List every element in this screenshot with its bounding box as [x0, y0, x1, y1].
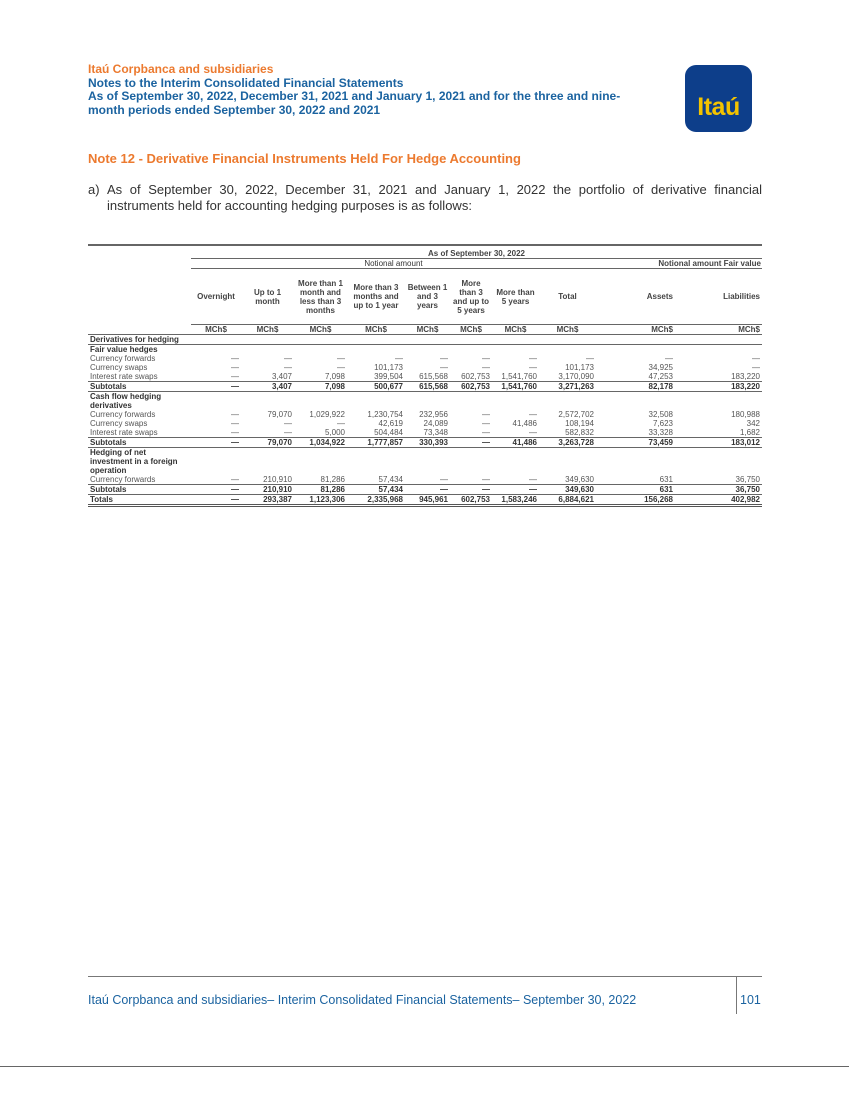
- row-value: 79,070: [241, 438, 294, 448]
- row-value: —: [440, 354, 448, 363]
- row-value: —: [482, 410, 490, 419]
- unit-cell: MCh$: [596, 325, 681, 335]
- hedge-table-grid: [88, 244, 762, 507]
- row-value: —: [231, 372, 239, 381]
- row-value: 101,173: [565, 363, 594, 372]
- header-line-2: As of September 30, 2022, December 31, 2021 and January 1, 2021 and for the three and nine-: [88, 89, 621, 103]
- row-value: —: [482, 419, 490, 428]
- row-value: —: [231, 475, 239, 484]
- row-value: —: [231, 428, 239, 437]
- unit-cell: MCh$: [191, 325, 241, 335]
- row-value: 232,956: [419, 410, 448, 419]
- col-more-than-5-years: More than 5 years: [496, 287, 535, 306]
- row-value: 101,173: [374, 363, 403, 372]
- row-value: —: [450, 485, 492, 495]
- header-line-1: Notes to the Interim Consolidated Financial Statements: [88, 75, 404, 90]
- row-value: 41,486: [492, 438, 539, 448]
- row-value: 33,328: [648, 428, 673, 437]
- row-value: 615,568: [419, 372, 448, 381]
- subtotal-row: [88, 438, 762, 448]
- intro-marker: a): [88, 182, 100, 197]
- row-value: 1,029,922: [309, 410, 345, 419]
- intro-paragraph: [88, 182, 762, 214]
- row-value: 73,459: [596, 438, 681, 448]
- intro-text: As of September 30, 2022, December 31, 2021 and January 1, 2022 the portfolio of derivative financial instruments held for accounting hedging purposes is as follows:: [107, 182, 762, 213]
- row-value: 945,961: [405, 495, 450, 506]
- row-value: —: [492, 485, 539, 495]
- row-value: 342: [746, 419, 760, 428]
- document-header: [88, 63, 668, 117]
- row-value: 602,753: [450, 382, 492, 392]
- row-value: 631: [659, 475, 673, 484]
- row-value: 34,925: [648, 363, 673, 372]
- row-value: —: [529, 475, 537, 484]
- table-row: [88, 354, 762, 363]
- row-label: Currency swaps: [90, 363, 148, 372]
- row-value: 81,286: [320, 475, 345, 484]
- unit-cell: MCh$: [294, 325, 347, 335]
- footer-separator: [736, 976, 737, 1014]
- col-1-to-3-months: More than 1 month and less than 3 months: [298, 278, 343, 315]
- table-row: [88, 475, 762, 485]
- row-value: 183,220: [731, 372, 760, 381]
- note-title: Note 12 - Derivative Financial Instruments Held For Hedge Accounting: [88, 151, 521, 166]
- totals-row: [88, 495, 762, 506]
- row-value: 183,220: [681, 382, 762, 392]
- row-value: 57,434: [347, 485, 405, 495]
- row-value: 36,750: [735, 475, 760, 484]
- row-value: 183,012: [681, 438, 762, 448]
- row-label: Currency swaps: [90, 419, 148, 428]
- row-value: —: [482, 354, 490, 363]
- row-value: —: [529, 363, 537, 372]
- row-value: 3,263,728: [539, 438, 596, 448]
- row-value: 1,777,857: [347, 438, 405, 448]
- row-value: —: [231, 354, 239, 363]
- group-notional: Notional amount: [191, 259, 596, 269]
- section-net-investment-hedges: Hedging of net investment in a foreign operation: [90, 448, 178, 475]
- row-value: 330,393: [405, 438, 450, 448]
- col-overnight: Overnight: [197, 292, 235, 301]
- row-label: Currency forwards: [90, 410, 156, 419]
- row-value: 631: [596, 485, 681, 495]
- row-value: 1,682: [739, 428, 760, 437]
- row-value: —: [665, 354, 673, 363]
- row-value: —: [482, 475, 490, 484]
- row-value: 615,568: [405, 382, 450, 392]
- row-value: —: [337, 363, 345, 372]
- row-value: —: [231, 419, 239, 428]
- unit-cell: MCh$: [450, 325, 492, 335]
- row-value: —: [231, 410, 239, 419]
- row-value: 1,034,922: [294, 438, 347, 448]
- row-value: 1,230,754: [367, 410, 403, 419]
- row-value: —: [440, 363, 448, 372]
- row-value: 1,541,760: [492, 382, 539, 392]
- row-value: 210,910: [263, 475, 292, 484]
- row-value: 349,630: [539, 485, 596, 495]
- row-value: 1,123,306: [294, 495, 347, 506]
- row-value: —: [482, 428, 490, 437]
- row-value: 500,677: [347, 382, 405, 392]
- col-3-months-to-1-year: More than 3 months and up to 1 year: [353, 283, 399, 310]
- row-value: —: [752, 354, 760, 363]
- row-value: 24,089: [423, 419, 448, 428]
- row-label: Subtotals: [88, 382, 191, 392]
- row-value: —: [450, 438, 492, 448]
- row-label: Currency forwards: [90, 475, 156, 484]
- row-value: 3,170,090: [558, 372, 594, 381]
- row-value: —: [482, 363, 490, 372]
- page-bottom-rule: [0, 1066, 849, 1067]
- unit-cell: MCh$: [241, 325, 294, 335]
- row-value: —: [440, 475, 448, 484]
- row-value: 57,434: [378, 475, 403, 484]
- table-row: [88, 372, 762, 382]
- row-value: 180,988: [731, 410, 760, 419]
- row-value: —: [337, 419, 345, 428]
- row-value: 82,178: [596, 382, 681, 392]
- hedge-table: [88, 244, 762, 507]
- row-value: 156,268: [596, 495, 681, 506]
- row-value: —: [231, 363, 239, 372]
- subtotal-row: [88, 382, 762, 392]
- row-value: 36,750: [681, 485, 762, 495]
- row-value: 32,508: [648, 410, 673, 419]
- table-row: [88, 363, 762, 372]
- row-value: 1,583,246: [492, 495, 539, 506]
- unit-cell: MCh$: [405, 325, 450, 335]
- unit-cell: MCh$: [681, 325, 762, 335]
- row-value: 210,910: [241, 485, 294, 495]
- row-value: —: [191, 495, 241, 506]
- table-row: [88, 428, 762, 438]
- row-value: 7,098: [324, 372, 345, 381]
- row-value: 582,832: [565, 428, 594, 437]
- row-value: —: [191, 438, 241, 448]
- row-value: —: [284, 363, 292, 372]
- row-value: —: [529, 428, 537, 437]
- row-value: 108,194: [565, 419, 594, 428]
- row-value: 3,407: [271, 372, 292, 381]
- row-label: Subtotals: [88, 438, 191, 448]
- row-value: 81,286: [294, 485, 347, 495]
- row-value: 73,348: [423, 428, 448, 437]
- logo-text: Itaú: [697, 93, 740, 121]
- row-value: 399,504: [374, 372, 403, 381]
- table-row: [88, 410, 762, 419]
- table-row: [88, 419, 762, 428]
- row-value: 3,407: [241, 382, 294, 392]
- row-label: Interest rate swaps: [90, 372, 158, 381]
- row-value: 602,753: [450, 495, 492, 506]
- itau-logo: [685, 65, 752, 132]
- section-fair-value-hedges: Fair value hedges: [88, 345, 191, 355]
- row-value: 41,486: [512, 419, 537, 428]
- row-value: 2,572,702: [558, 410, 594, 419]
- unit-row: [88, 325, 762, 335]
- header-line-3: month periods ended September 30, 2022 and 2021: [88, 102, 381, 117]
- row-value: 602,753: [461, 372, 490, 381]
- row-value: —: [191, 485, 241, 495]
- row-value: —: [529, 410, 537, 419]
- unit-cell: MCh$: [539, 325, 596, 335]
- row-value: —: [284, 428, 292, 437]
- col-3-to-5-years: More than 3 and up to 5 years: [453, 278, 489, 315]
- row-value: 47,253: [648, 372, 673, 381]
- group-fair-value: Notional amount Fair value: [596, 259, 762, 269]
- row-value: 2,335,968: [347, 495, 405, 506]
- unit-cell: MCh$: [492, 325, 539, 335]
- row-value: 1,541,760: [501, 372, 537, 381]
- row-value: 349,630: [565, 475, 594, 484]
- col-liabilities: Liabilities: [723, 292, 760, 301]
- row-label: Totals: [88, 495, 191, 506]
- row-value: —: [529, 354, 537, 363]
- page-number: 101: [740, 993, 761, 1007]
- unit-cell: MCh$: [347, 325, 405, 335]
- section-cash-flow-hedges: Cash flow hedging derivatives: [90, 392, 162, 410]
- row-label: Currency forwards: [90, 354, 156, 363]
- row-value: 79,070: [267, 410, 292, 419]
- row-value: —: [284, 354, 292, 363]
- row-value: 42,619: [378, 419, 403, 428]
- col-up-to-1-month: Up to 1 month: [253, 287, 282, 306]
- col-assets: Assets: [646, 292, 673, 301]
- row-value: 293,387: [241, 495, 294, 506]
- footer-text: Itaú Corpbanca and subsidiaries– Interim Consolidated Financial Statements– September 30, 2022: [88, 993, 637, 1007]
- subtotal-row: [88, 485, 762, 495]
- row-value: 6,884,621: [539, 495, 596, 506]
- row-value: 7,098: [294, 382, 347, 392]
- row-value: 3,271,263: [539, 382, 596, 392]
- section-derivatives-for-hedging: Derivatives for hedging: [88, 335, 191, 345]
- company-name: Itaú Corpbanca and subsidiaries: [88, 62, 274, 76]
- table-title: As of September 30, 2022: [191, 245, 762, 259]
- row-value: —: [586, 354, 594, 363]
- row-value: —: [752, 363, 760, 372]
- row-value: —: [405, 485, 450, 495]
- row-value: —: [395, 354, 403, 363]
- footer-divider: [88, 976, 762, 977]
- row-value: —: [284, 419, 292, 428]
- row-value: 402,982: [681, 495, 762, 506]
- row-value: 5,000: [324, 428, 345, 437]
- col-total: Total: [558, 292, 577, 301]
- col-1-to-3-years: Between 1 and 3 years: [407, 283, 448, 310]
- row-value: 504,484: [374, 428, 403, 437]
- row-value: 7,623: [652, 419, 673, 428]
- row-value: —: [191, 382, 241, 392]
- row-label: Subtotals: [88, 485, 191, 495]
- row-value: —: [337, 354, 345, 363]
- row-label: Interest rate swaps: [90, 428, 158, 437]
